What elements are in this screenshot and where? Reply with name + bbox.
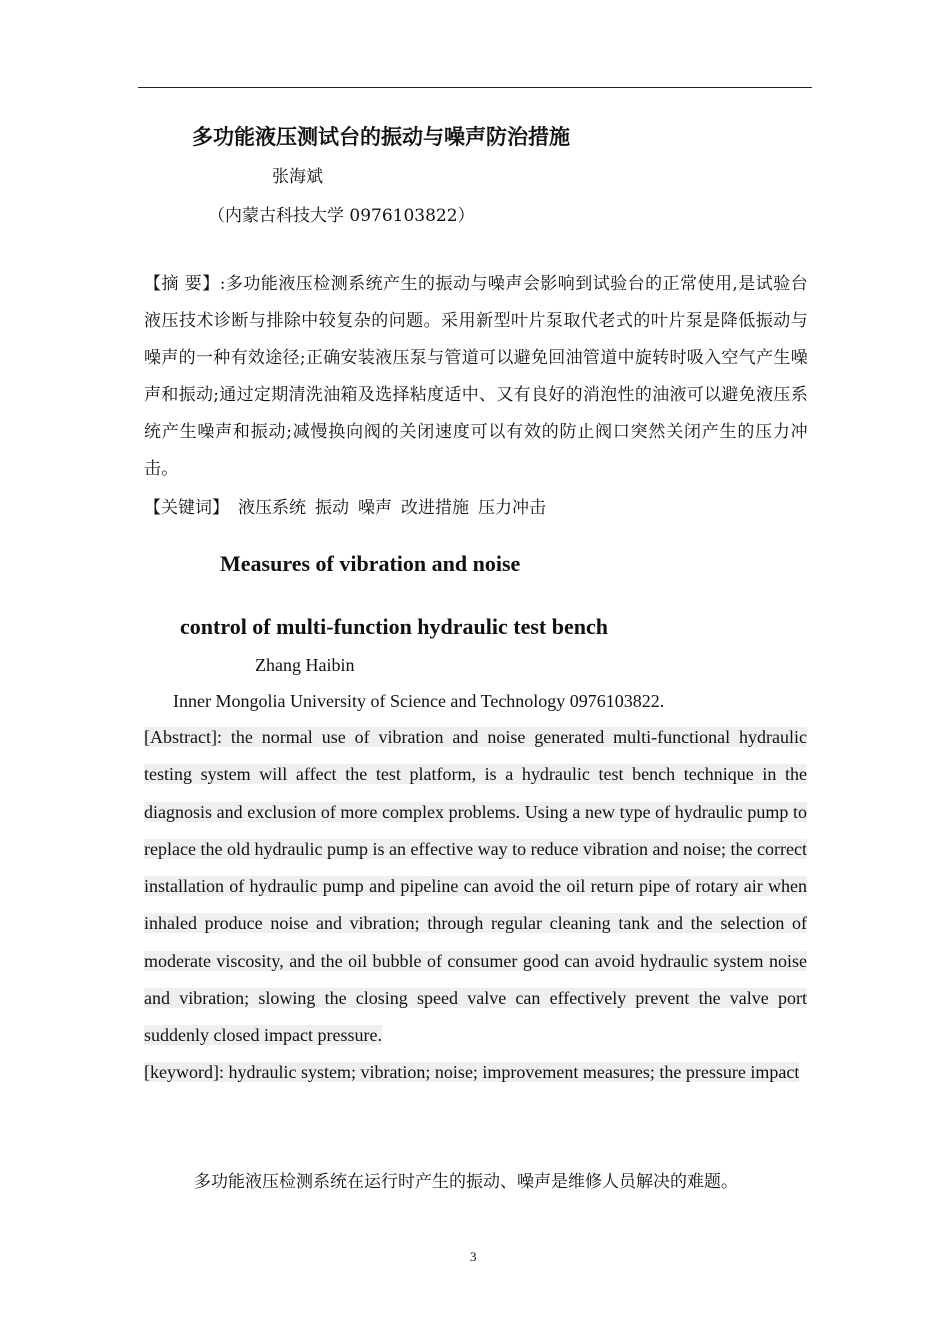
english-author: Zhang Haibin (255, 655, 355, 675)
english-affiliation: Inner Mongolia University of Science and Technology 0976103822. (173, 691, 665, 711)
chinese-abstract-text: :多功能液压检测系统产生的振动与噪声会影响到试验台的正常使用,是试验台液压技术诊断与排除中较复杂的问题。采用新型叶片泵取代老式的叶片泵是降低振动与噪声的一种有效途径;正确安装液压泵与管道可以避免回油管道中旋转时吸入空气产生噪声和振动;通过定期清洗油箱及选择粘度适中、又有良好的消泡性的油液可以避免液压系统产生噪声和振动;减慢换向阀的关闭速度可以有效的防止阀口突然关闭产生的压力冲击。 (144, 274, 808, 479)
english-title (180, 532, 680, 658)
body-paragraph: 多功能液压检测系统在运行时产生的振动、噪声是维修人员解决的难题。 (194, 1172, 738, 1192)
english-abstract-text: [Abstract]: the normal use of vibration and noise generated multi-functional hydraulic testing system will affect the test platform, is a hydraulic test bench technique in the diagnosis and exclusion of more complex problems. Using a new type of hydraulic pump to replace the old hydraulic pump is an effective way to reduce vibration and noise; the correct installation of hydraulic pump and pipeline can avoid the oil return pipe of rotary air when inhaled produce noise and vibration; through regular cleaning tank and the selection of moderate viscosity, and the oil bubble of consumer good can avoid hydraulic system noise and vibration; slowing the closing speed valve can effectively prevent the valve port suddenly closed impact pressure. (144, 727, 807, 1046)
chinese-abstract-label: 【摘 要】 (144, 274, 220, 294)
page-number: 3 (470, 1249, 477, 1264)
english-title-line-2: control of multi-function hydraulic test bench (180, 614, 608, 639)
chinese-keywords-label: 【关键词】 (144, 498, 229, 518)
chinese-keyword: 压力冲击 (478, 498, 546, 518)
english-keywords-text: [keyword]: hydraulic system; vibration; noise; improvement measures; the pressure impact (144, 1062, 800, 1082)
english-abstract (144, 719, 807, 1055)
english-keywords (144, 1054, 807, 1091)
chinese-keyword: 噪声 (358, 498, 392, 518)
chinese-title: 多功能液压测试台的振动与噪声防治措施 (192, 124, 570, 149)
chinese-keywords (144, 493, 555, 518)
chinese-keyword: 改进措施 (401, 498, 469, 518)
chinese-author: 张海斌 (272, 167, 323, 187)
chinese-keyword: 振动 (315, 498, 349, 518)
english-title-line-1: Measures of vibration and noise (220, 551, 521, 576)
header-rule (138, 87, 812, 88)
chinese-affiliation: （内蒙古科技大学 0976103822） (208, 206, 475, 226)
chinese-keyword: 液压系统 (238, 498, 306, 518)
chinese-abstract (144, 266, 808, 488)
